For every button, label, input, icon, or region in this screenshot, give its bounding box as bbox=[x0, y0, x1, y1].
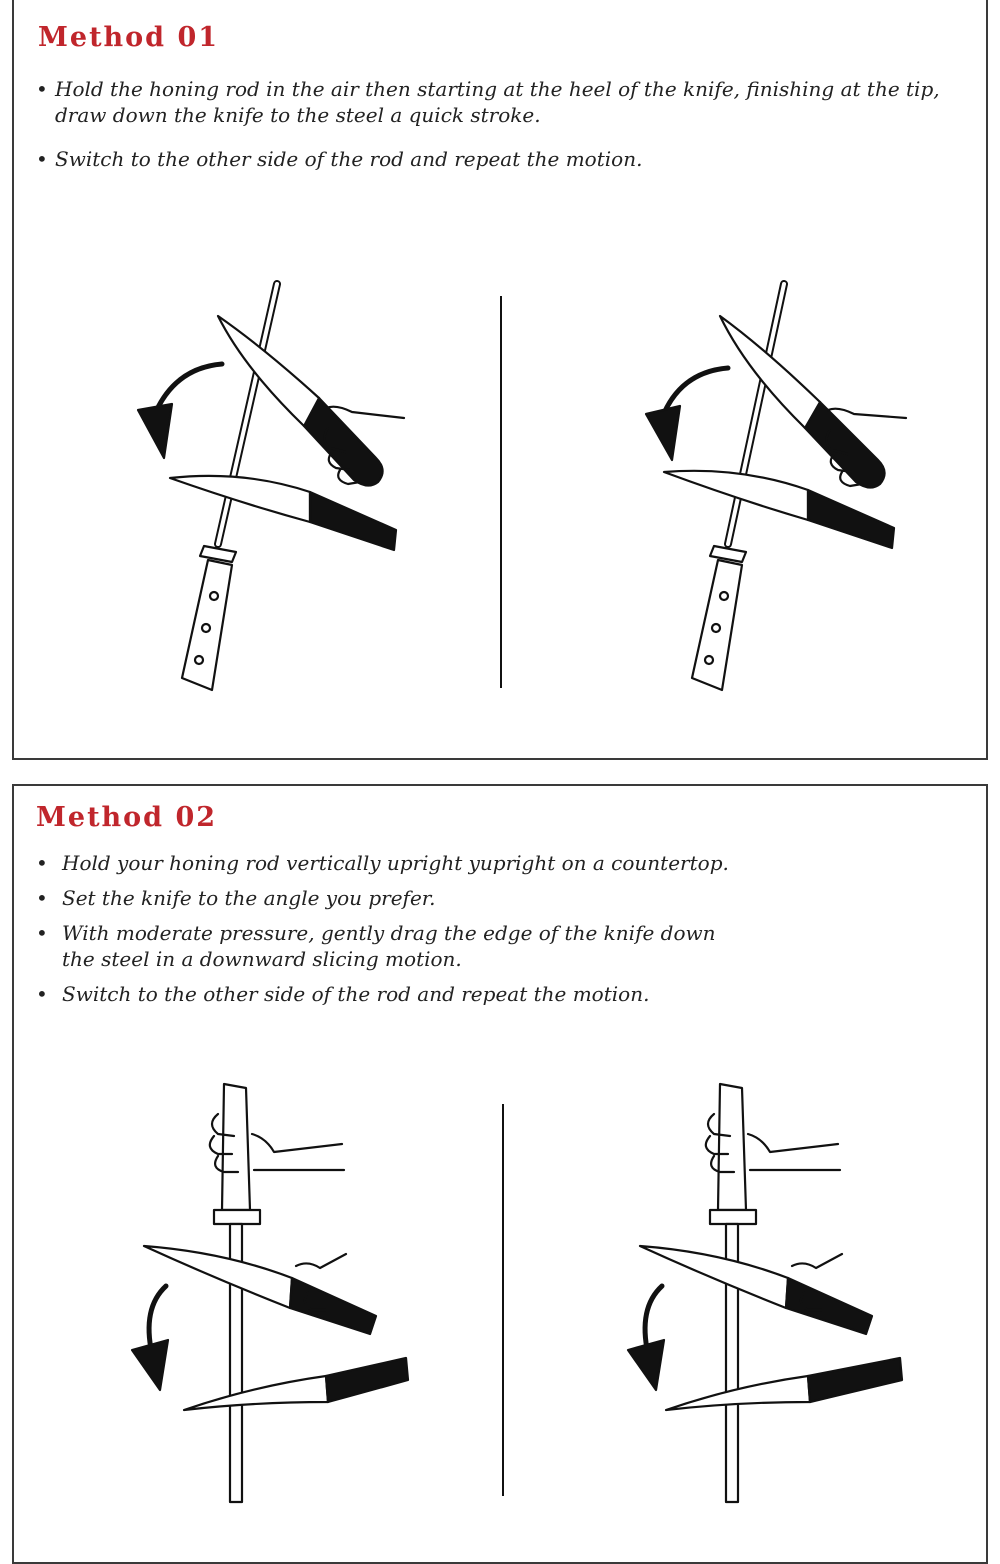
rod-handle-icon bbox=[718, 1084, 746, 1210]
bullet: • bbox=[36, 77, 48, 101]
honing-in-air-illustration-left bbox=[114, 278, 414, 698]
list-item: • With moderate pressure, gently drag the edge of the knife down the steel in a downward slicing motion. bbox=[36, 921, 716, 971]
method-02-title: Method 02 bbox=[36, 802, 218, 833]
divider-line bbox=[500, 296, 502, 688]
rod-handle-icon bbox=[222, 1084, 250, 1210]
method-01-panel bbox=[12, 0, 988, 760]
bullet: • bbox=[36, 147, 48, 171]
bullet: • bbox=[36, 921, 48, 945]
rod-guard-icon bbox=[214, 1210, 260, 1224]
divider-line bbox=[502, 1104, 504, 1496]
rod-guard-icon bbox=[200, 546, 236, 562]
knife-upper-icon bbox=[640, 1246, 788, 1308]
method-02-panel bbox=[12, 784, 988, 1564]
list-item: • Hold the honing rod in the air then starting at the heel of the knife, finishing at the tip, draw down the knife to the steel a quick stroke. bbox=[36, 77, 940, 127]
knife-lower-icon bbox=[184, 1376, 328, 1410]
knife-upper-icon bbox=[218, 316, 326, 426]
rod-guard-icon bbox=[710, 546, 746, 562]
honing-on-counter-illustration-right bbox=[610, 1078, 930, 1518]
bullet: • bbox=[36, 982, 48, 1006]
bullet: • bbox=[36, 851, 48, 875]
method-02-steps bbox=[36, 850, 936, 1016]
honing-on-counter-illustration-left bbox=[114, 1078, 434, 1518]
list-item: • Hold your honing rod vertically upright yupright on a countertop. bbox=[36, 851, 729, 875]
knife-lower-icon bbox=[170, 476, 310, 522]
method-01-steps bbox=[36, 76, 966, 190]
knife-upper-icon bbox=[144, 1246, 292, 1308]
bullet: • bbox=[36, 886, 48, 910]
list-item: • Switch to the other side of the rod and repeat the motion. bbox=[36, 147, 643, 171]
honing-in-air-illustration-right bbox=[624, 278, 924, 698]
list-item: • Switch to the other side of the rod and repeat the motion. bbox=[36, 982, 650, 1006]
rod-guard-icon bbox=[710, 1210, 756, 1224]
method-01-title: Method 01 bbox=[38, 22, 220, 53]
list-item: • Set the knife to the angle you prefer. bbox=[36, 886, 436, 910]
